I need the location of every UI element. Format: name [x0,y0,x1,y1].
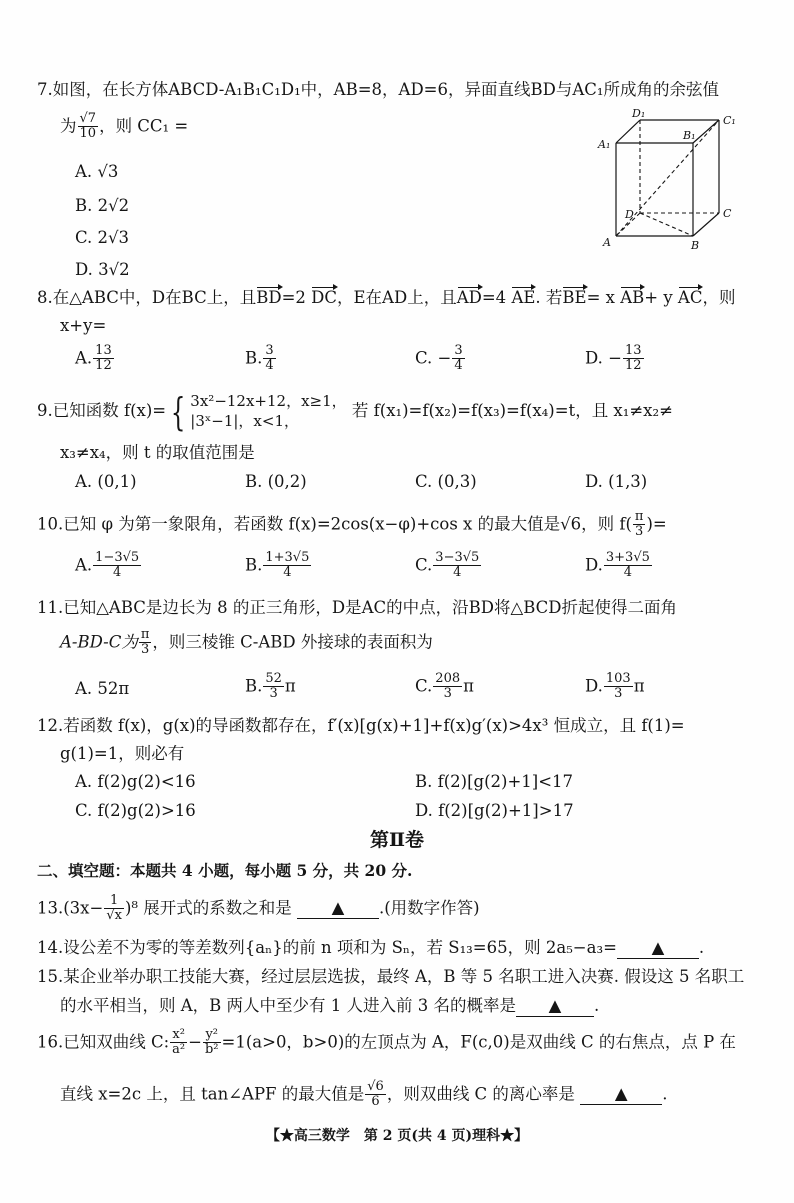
q13-answer-blank[interactable]: ▲ [297,898,379,919]
label-d: D [625,208,634,221]
q9-piecewise: 3x²−12x+12，x≥1， |3ˣ−1|，x<1， [190,392,347,430]
q11-option-b[interactable]: B. $\frac{52}{3}$ π [245,671,296,702]
q11-option-d[interactable]: D. $\frac{103}{3}$ π [585,671,645,702]
q7-option-b[interactable]: B. 2√2 [75,196,130,215]
q15-stem: 15.某企业举办职工技能大赛，经过层层选拔，最终 A，B 等 5 名职工进入决赛. 假设这 5 名职工 [37,967,745,986]
q9-option-a[interactable]: A. (0,1) [75,472,137,491]
q8-option-c[interactable]: C. − $\frac{3}{4}$ [415,343,463,374]
q10-option-b[interactable]: B. $\frac{1+3√5}{4}$ [245,550,310,581]
q10-option-d[interactable]: D. $\frac{3+3√5}{4}$ [585,550,650,581]
label-c1: C₁ [723,114,736,127]
q7-option-a[interactable]: A. √3 [75,162,119,181]
q10-option-c[interactable]: C. $\frac{3-3√5}{4}$ [415,550,480,581]
q10-option-a[interactable]: A. $\frac{1-3√5}{4}$ [75,550,140,581]
q14-stem: 14.设公差不为零的等差数列{aₙ}的前 n 项和为 Sₙ，若 S₁₃=65，则 2a₅−a₃= ▲ . [37,938,705,957]
label-c: C [723,207,732,220]
q9-stem-line2: x₃≠x₄，则 t 的取值范围是 [60,443,255,462]
q12-option-a[interactable]: A. f(2)g(2)<16 [75,772,196,791]
q11-option-c[interactable]: C. $\frac{208}{3}$ π [415,671,474,702]
q9-stem: 9.已知函数 f(x)= { 3x²−12x+12，x≥1， |3ˣ−1|，x<1， 若 f(x₁)=f(x₂)=f(x₃)=f(x₄)=t，且 x₁≠x₂≠ [37,389,673,434]
q12-stem: 12.若函数 f(x)，g(x)的导函数都存在，f′(x)[g(x)+1]+f(x)g′(x)>4x³ 恒成立，且 f(1)= [37,716,685,735]
q10-stem: 10.已知 φ 为第一象限角，若函数 f(x)=2cos(x−φ)+cos x 的最大值是√6，则 f( $\frac{\pi}{3}$ )= [37,509,667,540]
q8-stem: 8.在△ABC中，D在BC上，且BD=2 DC，E在AD上，且AD=4 AE. 若BE= x AB+ y AC，则 [37,288,736,307]
label-a1: A₁ [598,138,611,151]
cuboid-figure [595,108,745,253]
q16-stem-line2: 直线 x=2c 上，且 tan∠APF 的最大值是 $\frac{√6}{6}$ ，则双曲线 C 的离心率是 ▲ . [60,1079,668,1110]
q11-stem-line2: A-BD-C为 $\frac{\pi}{3}$ ，则三棱锥 C-ABD 外接球的表面积为 [60,627,433,658]
q12-option-b[interactable]: B. f(2)[g(2)+1]<17 [415,772,574,791]
section-heading: 二、填空题：本题共 4 小题，每小题 5 分，共 20 分. [37,861,413,880]
label-b1: B₁ [683,129,696,142]
q9-option-c[interactable]: C. (0,3) [415,472,477,491]
q8-option-a[interactable]: A. $\frac{13}{12}$ [75,343,112,374]
q12-stem-line2: g(1)=1，则必有 [60,744,185,763]
page-footer: 【★高三数学 第 2 页(共 4 页)理科★】 [265,1128,529,1144]
section-title: 第Ⅱ卷 [369,829,424,851]
label-d1: D₁ [632,108,646,120]
q9-option-d[interactable]: D. (1,3) [585,472,648,491]
q15-answer-blank[interactable]: ▲ [516,996,594,1017]
q8-option-d[interactable]: D. − $\frac{13}{12}$ [585,343,642,374]
q11-option-a[interactable]: A. 52π [75,679,130,698]
q16-answer-blank[interactable]: ▲ [580,1084,662,1105]
q16-stem: 16.已知双曲线 C: $\frac{\text{x²}}{\text{a²}}$ − $\frac{\text{y²}}{\text{b²}}$ =1(a>0，b>0)的左顶点为 A，F(c,0)是双曲线 C 的右焦点，点 P 在 [37,1027,736,1058]
q7-stem-line2: 为 $\frac{√7}{10}$ ，则 CC₁ = [60,111,189,142]
q9-option-b[interactable]: B. (0,2) [245,472,307,491]
q11-stem: 11.已知△ABC是边长为 8 的正三角形，D是AC的中点，沿BD将△BCD折起使得二面角 [37,598,677,617]
q12-option-c[interactable]: C. f(2)g(2)>16 [75,801,196,820]
q14-answer-blank[interactable]: ▲ [617,938,699,959]
q15-stem-line2: 的水平相当，则 A，B 两人中至少有 1 人进入前 3 名的概率是 ▲ . [60,996,600,1015]
label-a: A [603,236,611,249]
q7-option-c[interactable]: C. 2√3 [75,228,130,247]
label-b: B [691,239,700,252]
q7-option-d[interactable]: D. 3√2 [75,260,130,279]
q8-stem-line2: x+y= [60,316,107,335]
q7-stem: 7.如图，在长方体ABCD-A₁B₁C₁D₁中，AB=8，AD=6，异面直线BD与AC₁所成角的余弦值 [37,80,720,99]
q8-option-b[interactable]: B. $\frac{3}{4}$ [245,343,274,374]
q13-stem: 13.(3x− $\frac{1}{√x}$ )⁸ 展开式的系数之和是 ▲ .(用数字作答) [37,893,480,924]
q7-fraction: $\frac{√7}{10}$ [79,111,97,142]
q12-option-d[interactable]: D. f(2)[g(2)+1]>17 [415,801,574,820]
